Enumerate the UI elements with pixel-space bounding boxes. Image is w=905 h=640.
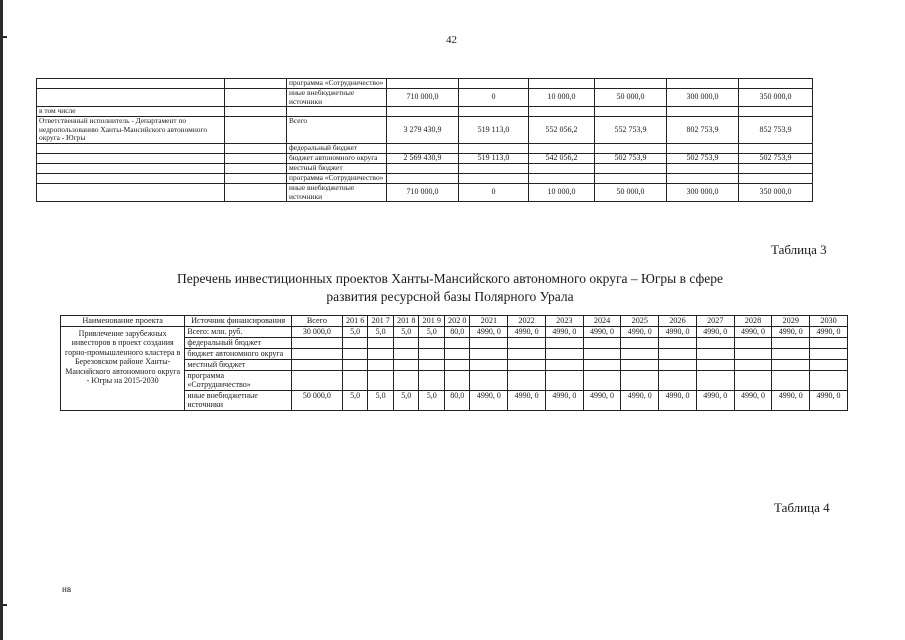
spacer-cell (225, 117, 287, 144)
table-row (37, 89, 813, 107)
value-cell: 4990, 0 (583, 327, 621, 338)
value-cell (508, 349, 546, 360)
value-cell (810, 338, 848, 349)
value-cell: 5,0 (368, 390, 394, 410)
footer-mark: нв (62, 584, 72, 594)
source-cell: местный бюджет (287, 163, 387, 173)
table3-heading-line2: развития ресурсной базы Полярного Урала (326, 289, 574, 304)
value-cell: 802 753,9 (667, 117, 739, 144)
column-header: 2029 (772, 316, 810, 327)
value-cell (291, 371, 342, 391)
value-cell (659, 349, 697, 360)
value-cell (621, 338, 659, 349)
source-cell: Всего (287, 117, 387, 144)
value-cell (621, 360, 659, 371)
value-cell (393, 349, 419, 360)
value-cell: 502 753,9 (739, 153, 813, 163)
value-cell: 552 753,9 (595, 117, 667, 144)
spacer-cell (225, 89, 287, 107)
value-cell: 4990, 0 (696, 327, 734, 338)
value-cell (696, 349, 734, 360)
value-cell (419, 360, 445, 371)
value-cell (470, 360, 508, 371)
table-row (37, 163, 813, 173)
value-cell: 4990, 0 (772, 390, 810, 410)
column-header: 201 8 (393, 316, 419, 327)
spacer-cell (225, 107, 287, 117)
table-row (37, 117, 813, 144)
value-cell: 5,0 (393, 390, 419, 410)
value-cell (739, 173, 813, 183)
value-cell (387, 143, 459, 153)
value-cell (739, 79, 813, 89)
value-cell (393, 371, 419, 391)
value-cell: 552 056,2 (529, 117, 595, 144)
value-cell (595, 163, 667, 173)
value-cell (583, 349, 621, 360)
value-cell: 4990, 0 (508, 327, 546, 338)
value-cell: 350 000,0 (739, 183, 813, 201)
value-cell (659, 360, 697, 371)
value-cell (459, 143, 529, 153)
value-cell: 0 (459, 89, 529, 107)
column-header: 2028 (734, 316, 772, 327)
value-cell (734, 360, 772, 371)
investment-projects-table (60, 315, 848, 411)
value-cell: 3 279 430,9 (387, 117, 459, 144)
value-cell: 502 753,9 (595, 153, 667, 163)
table3-caption: Таблица 3 (771, 242, 827, 257)
value-cell (393, 338, 419, 349)
column-header: 201 9 (419, 316, 445, 327)
value-cell (419, 349, 445, 360)
column-header: 2021 (470, 316, 508, 327)
table-row (37, 79, 813, 89)
value-cell (342, 360, 368, 371)
value-cell (529, 107, 595, 117)
source-cell: программа «Сотрудничество» (287, 79, 387, 89)
column-header: 2024 (583, 316, 621, 327)
column-header: 2026 (659, 316, 697, 327)
value-cell: 4990, 0 (621, 390, 659, 410)
value-cell (583, 360, 621, 371)
value-cell: 519 113,0 (459, 117, 529, 144)
value-cell (545, 338, 583, 349)
table-row (37, 143, 813, 153)
value-cell: 4990, 0 (470, 327, 508, 338)
value-cell: 30 000,0 (291, 327, 342, 338)
table-row (37, 153, 813, 163)
project-name: Привлечение зарубежных инвесторов в проект создания горно-промышленного кластера в Березовском районе Ханты-Мансийского автономного округа - Югры на 2015-2030 (61, 327, 185, 411)
source-cell: федеральный бюджет (287, 143, 387, 153)
value-cell (667, 107, 739, 117)
column-header: 2027 (696, 316, 734, 327)
table3-heading-line1: Перечень инвестиционных проектов Ханты-Мансийского автономного округа – Югры в сфере (177, 271, 723, 286)
value-cell (734, 349, 772, 360)
value-cell (470, 338, 508, 349)
value-cell: 5,0 (368, 327, 394, 338)
value-cell (470, 349, 508, 360)
table4-caption: Таблица 4 (774, 500, 830, 515)
spacer-cell (225, 163, 287, 173)
value-cell (459, 163, 529, 173)
column-header: 201 6 (342, 316, 368, 327)
source-cell: Всего: млн. руб. (185, 327, 292, 338)
value-cell: 710 000,0 (387, 89, 459, 107)
scan-tick (0, 604, 7, 606)
source-cell: бюджет автономного округа (185, 349, 292, 360)
value-cell (387, 173, 459, 183)
value-cell (545, 349, 583, 360)
value-cell: 5,0 (419, 327, 445, 338)
value-cell: 5,0 (419, 390, 445, 410)
value-cell (772, 349, 810, 360)
value-cell: 502 753,9 (667, 153, 739, 163)
value-cell (291, 349, 342, 360)
row-label (37, 163, 225, 173)
value-cell: 710 000,0 (387, 183, 459, 201)
value-cell (342, 371, 368, 391)
value-cell (291, 338, 342, 349)
value-cell: 10 000,0 (529, 183, 595, 201)
value-cell: 80,0 (444, 327, 470, 338)
value-cell: 80,0 (444, 390, 470, 410)
value-cell: 300 000,0 (667, 89, 739, 107)
row-label (37, 183, 225, 201)
source-cell: бюджет автономного округа (287, 153, 387, 163)
row-label (37, 153, 225, 163)
value-cell (444, 349, 470, 360)
value-cell: 4990, 0 (734, 327, 772, 338)
value-cell (595, 107, 667, 117)
value-cell: 4990, 0 (470, 390, 508, 410)
spacer-cell (225, 153, 287, 163)
scan-tick (0, 36, 7, 38)
value-cell (419, 338, 445, 349)
row-label: в том числе (37, 107, 225, 117)
source-cell: программа «Сотрудничество» (185, 371, 292, 391)
value-cell (529, 163, 595, 173)
value-cell (545, 371, 583, 391)
value-cell (667, 173, 739, 183)
column-header: 2030 (810, 316, 848, 327)
value-cell: 50 000,0 (595, 183, 667, 201)
column-header: 202 0 (444, 316, 470, 327)
value-cell (419, 371, 445, 391)
value-cell (368, 371, 394, 391)
column-header: 2023 (545, 316, 583, 327)
value-cell (696, 371, 734, 391)
column-header: 2025 (621, 316, 659, 327)
value-cell: 350 000,0 (739, 89, 813, 107)
value-cell: 4990, 0 (696, 390, 734, 410)
value-cell (387, 79, 459, 89)
value-cell (529, 143, 595, 153)
source-cell: программа «Сотрудничество» (287, 173, 387, 183)
value-cell (772, 338, 810, 349)
value-cell: 4990, 0 (545, 390, 583, 410)
value-cell (545, 360, 583, 371)
value-cell: 4990, 0 (772, 327, 810, 338)
column-header: Всего (291, 316, 342, 327)
page-number: 42 (446, 34, 457, 46)
source-cell: иные внебюджетные источники (287, 183, 387, 201)
row-label (37, 79, 225, 89)
table-row (61, 327, 848, 338)
spacer-cell (225, 143, 287, 153)
value-cell (810, 371, 848, 391)
value-cell (772, 371, 810, 391)
value-cell: 4990, 0 (621, 327, 659, 338)
value-cell (583, 371, 621, 391)
source-cell: федеральный бюджет (185, 338, 292, 349)
value-cell (368, 349, 394, 360)
value-cell: 4990, 0 (583, 390, 621, 410)
value-cell (508, 371, 546, 391)
row-label: Ответственный исполнитель - Департамент по недропользованию Ханты-Мансийского автономного округа - Югры (37, 117, 225, 144)
value-cell: 5,0 (342, 327, 368, 338)
source-cell: местный бюджет (185, 360, 292, 371)
source-cell (287, 107, 387, 117)
value-cell (342, 338, 368, 349)
row-label (37, 173, 225, 183)
value-cell: 50 000,0 (595, 89, 667, 107)
upper-financing-table (36, 78, 813, 202)
value-cell: 4990, 0 (734, 390, 772, 410)
value-cell: 852 753,9 (739, 117, 813, 144)
value-cell (667, 163, 739, 173)
value-cell (459, 107, 529, 117)
value-cell (387, 163, 459, 173)
value-cell (739, 107, 813, 117)
spacer-cell (225, 173, 287, 183)
column-header: 201 7 (368, 316, 394, 327)
spacer-cell (225, 183, 287, 201)
value-cell: 542 056,2 (529, 153, 595, 163)
value-cell (739, 143, 813, 153)
spacer-cell (225, 79, 287, 89)
row-label (37, 89, 225, 107)
value-cell (810, 349, 848, 360)
value-cell (621, 371, 659, 391)
value-cell (659, 371, 697, 391)
value-cell (444, 360, 470, 371)
column-header: 2022 (508, 316, 546, 327)
value-cell (772, 360, 810, 371)
value-cell (393, 360, 419, 371)
value-cell: 519 113,0 (459, 153, 529, 163)
table-row (37, 183, 813, 201)
value-cell (595, 143, 667, 153)
value-cell (459, 79, 529, 89)
value-cell: 300 000,0 (667, 183, 739, 201)
value-cell (444, 371, 470, 391)
value-cell (595, 79, 667, 89)
value-cell (508, 338, 546, 349)
value-cell (508, 360, 546, 371)
table-row (37, 173, 813, 183)
value-cell: 4990, 0 (810, 327, 848, 338)
value-cell (739, 163, 813, 173)
value-cell: 4990, 0 (545, 327, 583, 338)
row-label (37, 143, 225, 153)
value-cell: 5,0 (393, 327, 419, 338)
value-cell (667, 79, 739, 89)
value-cell (291, 360, 342, 371)
value-cell (368, 360, 394, 371)
value-cell (621, 349, 659, 360)
value-cell (444, 338, 470, 349)
value-cell: 4990, 0 (810, 390, 848, 410)
value-cell: 50 000,0 (291, 390, 342, 410)
source-cell: иные внебюджетные источники (287, 89, 387, 107)
value-cell (583, 338, 621, 349)
value-cell (734, 371, 772, 391)
table-row (37, 107, 813, 117)
value-cell (368, 338, 394, 349)
value-cell: 4990, 0 (508, 390, 546, 410)
value-cell: 10 000,0 (529, 89, 595, 107)
value-cell (529, 79, 595, 89)
value-cell: 2 569 430,9 (387, 153, 459, 163)
value-cell (659, 338, 697, 349)
value-cell (595, 173, 667, 183)
value-cell (667, 143, 739, 153)
value-cell: 4990, 0 (659, 390, 697, 410)
scan-edge (0, 0, 3, 640)
value-cell: 4990, 0 (659, 327, 697, 338)
value-cell (696, 338, 734, 349)
value-cell (459, 173, 529, 183)
value-cell: 0 (459, 183, 529, 201)
value-cell (387, 107, 459, 117)
value-cell (696, 360, 734, 371)
column-header: Источник финансирования (185, 316, 292, 327)
value-cell (470, 371, 508, 391)
value-cell (529, 173, 595, 183)
source-cell: иные внебюджетные источники (185, 390, 292, 410)
value-cell (342, 349, 368, 360)
value-cell (734, 338, 772, 349)
value-cell (810, 360, 848, 371)
value-cell: 5,0 (342, 390, 368, 410)
column-header: Наименование проекта (61, 316, 185, 327)
